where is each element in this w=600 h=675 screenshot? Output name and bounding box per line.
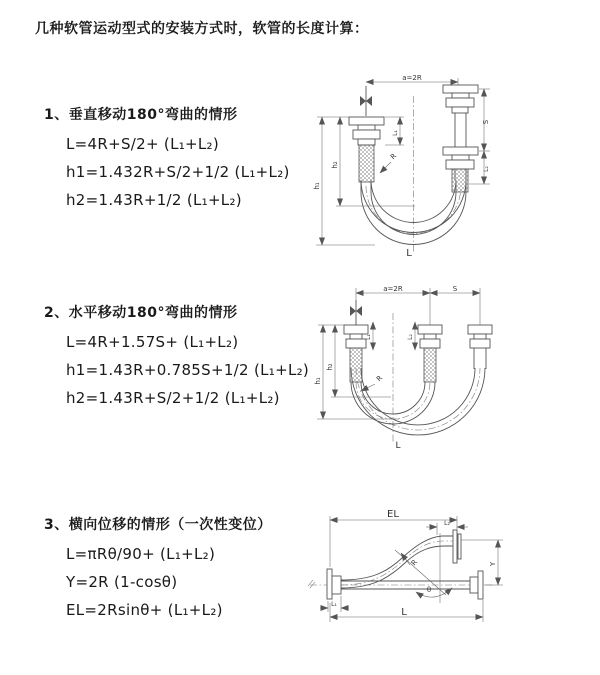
section-1-formulas: [44, 130, 290, 214]
section-2-formulas: [44, 328, 309, 412]
dim-label-length: L: [406, 248, 412, 259]
braided-hose-section: [359, 145, 374, 182]
dim-label-stroke: S: [452, 285, 458, 293]
construction-lines: [395, 533, 452, 603]
section-2-heading: 2、水平移动180°弯曲的情形: [44, 305, 238, 321]
left-fitting: [344, 300, 368, 382]
diagram-vertical-180-bend: [303, 72, 588, 262]
formula-y: Y=2R (1-cosθ): [66, 573, 178, 591]
dim-label-length: L: [401, 607, 407, 618]
formula-length: L=4R+S/2+ (L₁+L₂): [66, 135, 220, 153]
dim-label-l1: L₁: [392, 130, 399, 136]
dim-label-radius: R: [375, 374, 385, 384]
dim-label-l1: L₁: [331, 601, 337, 608]
valve-icon: [360, 96, 366, 106]
dim-label-h2: h₂: [331, 161, 339, 169]
section-1-heading: 1、垂直移动180°弯曲的情形: [44, 107, 238, 123]
section-horizontal-movement: [44, 302, 309, 412]
dim-label-h1: h₁: [314, 377, 322, 385]
section-vertical-movement: [44, 104, 290, 214]
left-fitting: [349, 86, 384, 182]
formula-length: L=4R+1.57S+ (L₁+L₂): [66, 333, 239, 351]
valve-icon: [356, 306, 362, 316]
dim-label-h2: h₂: [326, 363, 334, 371]
right-fitting-positions: [443, 85, 478, 192]
dim-label-y: Y: [489, 561, 497, 567]
dim-label-theta: θ: [426, 586, 432, 594]
dimension-lines: [320, 509, 503, 622]
dim-label-span: a=2R: [383, 285, 403, 293]
section-lateral-displacement: [44, 514, 272, 624]
formula-h2: h2=1.43R+1/2 (L₁+L₂): [66, 191, 242, 209]
braided-hose-section: [350, 348, 362, 382]
braided-hose-section: [424, 348, 436, 382]
dim-label-radius: R: [409, 558, 420, 568]
dim-label-l2: L₂: [407, 334, 414, 340]
formula-el: EL=2Rsinθ+ (L₁+L₂): [66, 601, 223, 619]
right-fitting: [468, 325, 492, 369]
left-flange: [327, 569, 341, 599]
formula-h1: h1=1.43R+0.785S+1/2 (L₁+L₂): [66, 361, 310, 379]
formula-h1: h1=1.432R+S/2+1/2 (L₁+L₂): [66, 163, 290, 181]
displaced-hose: [341, 530, 461, 588]
dim-label-l1: L₁: [365, 334, 372, 340]
section-3-heading: 3、横向位移的情形（一次性变位）: [44, 517, 272, 533]
formula-h2: h2=1.43R+S/2+1/2 (L₁+L₂): [66, 389, 280, 407]
middle-fitting: [418, 325, 442, 382]
centerline-break-mark: [308, 580, 315, 588]
section-3-formulas: [44, 540, 272, 624]
valve-icon: [350, 306, 356, 316]
dim-label-el: EL: [387, 509, 399, 520]
dim-label-radius: R: [389, 152, 399, 162]
braided-hose-section: [452, 169, 468, 192]
dim-label-stroke: S: [482, 119, 490, 125]
dim-label-h1: h₁: [313, 182, 321, 190]
hose-curves: [361, 180, 466, 245]
page-title: 几种软管运动型式的安装方式时，软管的长度计算：: [35, 21, 369, 37]
dimension-lines: [314, 285, 480, 451]
dim-label-l2: L₂: [483, 166, 490, 172]
dim-label-l2: L₂: [444, 520, 450, 527]
valve-icon: [366, 96, 372, 106]
formula-length: L=πRθ/90+ (L₁+L₂): [66, 545, 216, 563]
diagram-lateral-displacement: [298, 505, 598, 665]
hose-curves: [351, 368, 485, 435]
dim-label-length: L: [395, 441, 401, 451]
dim-label-span: a=2R: [402, 74, 422, 82]
diagram-horizontal-180-bend: [303, 280, 598, 470]
